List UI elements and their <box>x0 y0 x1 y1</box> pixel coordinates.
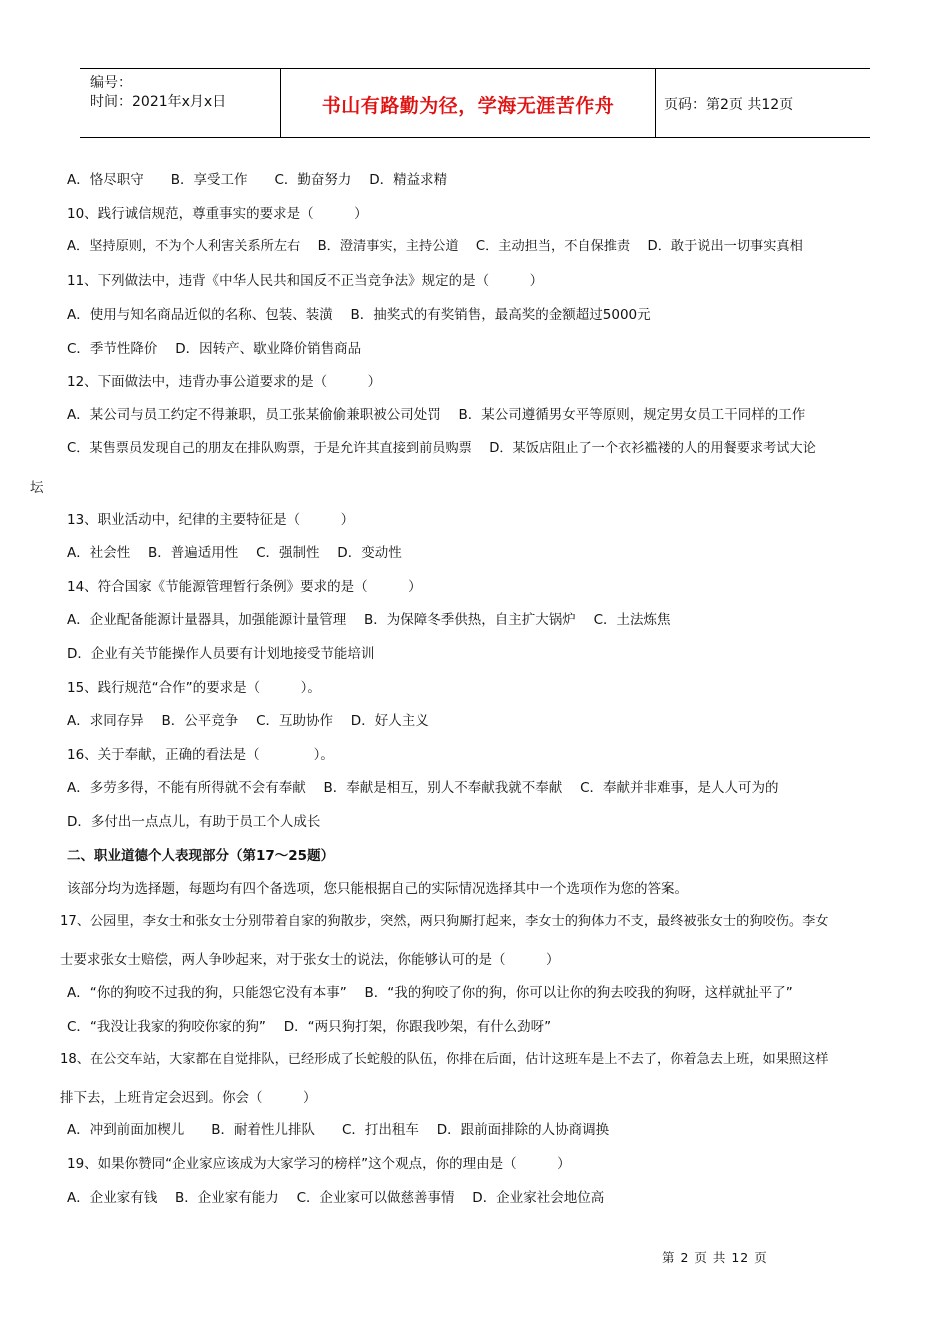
page-header <box>80 68 870 138</box>
question-17-options: C．“我没让我家的狗咬你家的狗” D．“两只狗打架，你跟我吵架，有什么劲呀” <box>67 1019 552 1035</box>
question-18: 18、在公交车站，大家都在自觉排队，已经形成了长蛇般的队伍，你排在后面，估计这班车是上不去了，你着急去上班，如果照这样 <box>60 1052 829 1067</box>
question-12-options: C．某售票员发现自己的朋友在排队购票，于是允许其直接到前员购票 D．某饭店阻止了一个衣衫褴褛的人的用餐要求考试大论 <box>67 441 816 456</box>
document-number-label: 编号： <box>90 75 132 91</box>
question-14: 14、符合国家《节能源管理暂行条例》要求的是（ ） <box>67 579 422 595</box>
header-meta-cell <box>80 69 280 137</box>
header-page-cell <box>656 69 870 137</box>
question-11: 11、下列做法中，违背《中华人民共和国反不正当竞争法》规定的是（ ） <box>67 273 544 289</box>
answer-options: A．恪尽职守 B．享受工作 C．勤奋努力 D．精益求精 <box>67 172 448 188</box>
question-12: 12、下面做法中，违背办事公道要求的是（ ） <box>67 374 382 390</box>
question-19-options: A．企业家有钱 B．企业家有能力 C．企业家可以做慈善事情 D．企业家社会地位高 <box>67 1190 605 1206</box>
question-18-continued: 排下去，上班肯定会迟到。你会（ ） <box>60 1090 317 1106</box>
question-17-continued: 士要求张女士赔偿，两人争吵起来，对于张女士的说法，你能够认可的是（ ） <box>60 952 560 968</box>
question-14-options: A．企业配备能源计量器具，加强能源计量管理 B．为保障冬季供热，自主扩大锅炉 C．土法炼焦 <box>67 612 671 628</box>
question-14-options: D．企业有关节能操作人员要有计划地接受节能培训 <box>67 646 375 662</box>
question-15: 15、践行规范“合作”的要求是（ ）。 <box>67 680 321 696</box>
question-11-options: C．季节性降价 D．因转产、歇业降价销售商品 <box>67 341 362 357</box>
question-16-options: A．多劳多得，不能有所得就不会有奉献 B．奉献是相互，别人不奉献我就不奉献 C．奉献并非难事，是人人可为的 <box>67 780 779 796</box>
question-12-options-continued: 坛 <box>30 480 44 496</box>
document-date-label: 时间：2021年x月x日 <box>90 94 227 110</box>
question-10: 10、践行诚信规范，尊重事实的要求是（ ） <box>67 206 368 222</box>
question-19: 19、如果你赞同“企业家应该成为大家学习的榜样”这个观点，你的理由是（ ） <box>67 1156 571 1172</box>
question-11-options: A．使用与知名商品近似的名称、包装、装潢 B．抽奖式的有奖销售，最高奖的金额超过5000元 <box>67 307 651 323</box>
question-13-options: A．社会性 B．普遍适用性 C．强制性 D．变动性 <box>67 545 402 561</box>
section-heading: 二、职业道德个人表现部分（第17～25题） <box>67 848 335 864</box>
question-16-options: D．多付出一点点儿，有助于员工个人成长 <box>67 814 321 830</box>
question-17: 17、公园里，李女士和张女士分别带着自家的狗散步，突然，两只狗厮打起来，李女士的狗体力不支，最终被张女士的狗咬伤。李女 <box>60 914 829 929</box>
question-12-options: A．某公司与员工约定不得兼职，员工张某偷偷兼职被公司处罚 B．某公司遵循男女平等原则，规定男女员工干同样的工作 <box>67 407 806 423</box>
question-10-options: A．坚持原则，不为个人利害关系所左右 B．澄清事实，主持公道 C．主动担当，不自保推责 D．敢于说出一切事实真相 <box>67 239 803 254</box>
header-page-info: 页码：第2页 共12页 <box>664 97 794 113</box>
header-motto-cell <box>280 69 656 137</box>
question-13: 13、职业活动中，纪律的主要特征是（ ） <box>67 512 355 528</box>
question-18-options: A．冲到前面加楔儿 B．耐着性儿排队 C．打出租车 D．跟前面排除的人协商调换 <box>67 1122 610 1138</box>
question-15-options: A．求同存异 B．公平竞争 C．互助协作 D．好人主义 <box>67 713 429 729</box>
section-instructions: 该部分均为选择题，每题均有四个备选项，您只能根据自己的实际情况选择其中一个选项作为您的答案。 <box>67 881 688 897</box>
question-16: 16、关于奉献，正确的看法是（ ）。 <box>67 747 334 763</box>
page-footer: 第 2 页 共 12 页 <box>662 1250 768 1265</box>
header-motto: 书山有路勤为径，学海无涯苦作舟 <box>321 95 615 117</box>
question-17-options: A．“你的狗咬不过我的狗，只能怨它没有本事” B．“我的狗咬了你的狗，你可以让你的狗去咬我的狗呀，这样就扯平了” <box>67 985 793 1001</box>
